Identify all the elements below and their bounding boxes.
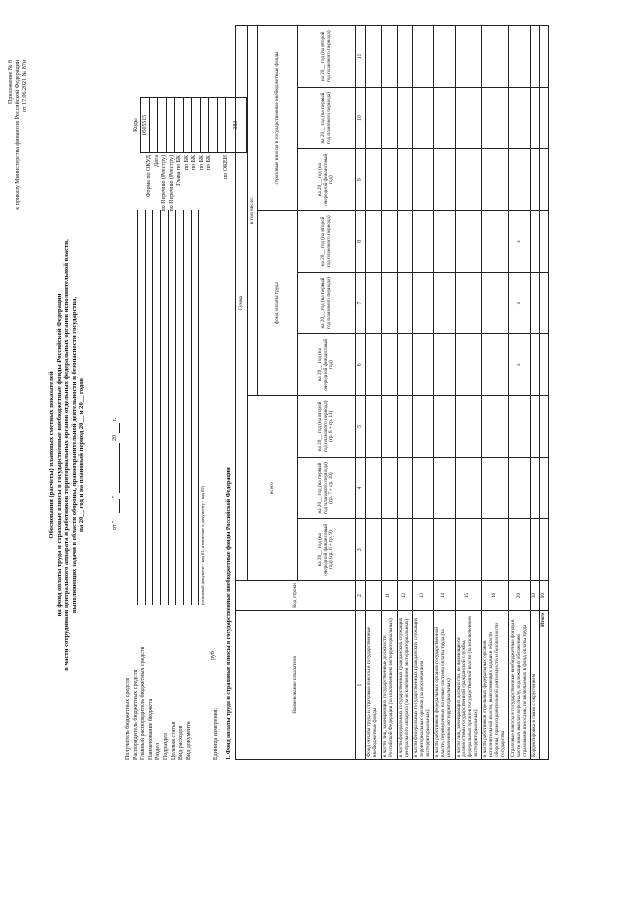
data-cell [365, 272, 381, 334]
data-cell [381, 334, 397, 396]
codes-label: Дата [153, 155, 160, 167]
data-cell [365, 87, 381, 149]
data-cell [381, 396, 397, 458]
header-label: Наименование бюджета [147, 698, 154, 760]
data-cell [455, 26, 482, 88]
data-cell [412, 519, 433, 581]
header-label: Подраздел [162, 733, 169, 760]
data-cell [365, 26, 381, 88]
data-cell [482, 334, 509, 396]
data-cell [540, 457, 549, 519]
appendix-line: от 17.06.2021 № 87н [21, 60, 28, 112]
data-cell [531, 272, 540, 334]
codes-header: Коды [133, 118, 139, 132]
code-cell [217, 98, 226, 153]
column-numbers-row [356, 26, 366, 760]
data-cell [433, 396, 455, 458]
row-name: в части лиц, замещающих государственные должности Российской Федерации (за исключением экстерриториальных) [381, 610, 397, 759]
data-cell [531, 396, 540, 458]
header-label: Вид расходов [178, 725, 185, 760]
column-number: 11 [356, 26, 366, 88]
fill-line [168, 210, 169, 605]
header-col-11: на 20__ год (на второй год планового периода) [298, 26, 356, 88]
header-col-7: на 20__ год (на первый год планового периода) [298, 272, 356, 334]
row-name: в части федеральных государственных гражданских служащих территориальных органов (за исключением экстерриториальных) [412, 610, 433, 759]
codes-label: Форма по ОКУД [146, 155, 152, 198]
row-code: 16 [482, 581, 509, 611]
main-table [235, 25, 549, 760]
data-cell [482, 457, 509, 519]
data-cell [365, 149, 381, 211]
data-cell [455, 211, 482, 273]
table-row [412, 26, 433, 760]
fill-line [183, 210, 184, 605]
header-label: Раздел [155, 743, 162, 760]
data-cell [540, 396, 549, 458]
data-cell [365, 519, 381, 581]
row-code: 30 [531, 581, 540, 611]
header-col-8: на 20__ год (на второй год планового периода) [298, 211, 356, 273]
row-code: 15 [455, 581, 482, 611]
row-name: Страховые взносы в государственные внебюджетные фонды в части иных выплат персоналу, подлежащих обложению страховыми взносами, не включаемых в фонд оплаты труда [509, 610, 531, 759]
data-cell [482, 87, 509, 149]
data-cell [397, 457, 412, 519]
date-year-blank [119, 423, 120, 433]
header-ins: страховые взносы в государственные внебюджетные фонды [258, 26, 298, 211]
okei-label: по ОКЕИ [223, 155, 229, 180]
row-code: 13 [412, 581, 433, 611]
data-cell [412, 272, 433, 334]
column-number: 9 [356, 149, 366, 211]
header-code: Код строки [236, 581, 356, 611]
data-cell [455, 519, 482, 581]
unit-label: Единица измерения: [213, 707, 219, 760]
column-number: 10 [356, 87, 366, 149]
data-cell [412, 457, 433, 519]
data-cell [397, 519, 412, 581]
data-cell [381, 519, 397, 581]
document-title [48, 145, 86, 765]
table-row [433, 26, 455, 760]
data-cell [433, 519, 455, 581]
fill-line [145, 210, 146, 605]
appendix-line: к приказу Министерства финансов Российской Федерации [14, 60, 21, 210]
fill-line [152, 210, 153, 605]
data-cell [397, 334, 412, 396]
data-cell [412, 87, 433, 149]
data-cell [509, 519, 531, 581]
table-row [531, 26, 540, 760]
data-cell [412, 396, 433, 458]
data-cell [531, 519, 540, 581]
fill-line [137, 210, 138, 605]
data-cell [381, 272, 397, 334]
data-cell [509, 87, 531, 149]
header-col-6: на 20__ год (на очередной финансовый год) [298, 334, 356, 396]
codes-label: по БК [206, 155, 212, 171]
row-code [365, 581, 381, 611]
header-total: всего [248, 396, 298, 581]
code-cell: 0505515 [141, 98, 150, 153]
code-cell [166, 98, 175, 153]
title-line: в части сотрудников центрального аппарата и работников территориальных органов отдельных федеральных органов исполнительной власти, [63, 239, 71, 671]
data-cell [531, 334, 540, 396]
data-cell [482, 396, 509, 458]
header-label: Получатель бюджетных средств [125, 677, 131, 760]
data-cell [433, 149, 455, 211]
code-cell [192, 98, 201, 153]
code-cell-okei: 383 [226, 98, 247, 153]
title-line: выполняющих задачи в области обороны, правоохранительной деятельности и безопасности государства, [70, 296, 78, 614]
codes-table [140, 97, 247, 153]
fill-line [160, 210, 161, 605]
row-name: Корректировка в связи с округлением [531, 610, 540, 759]
codes-label: по БК [183, 155, 190, 171]
data-cell [531, 457, 540, 519]
table-row [509, 26, 531, 760]
data-cell [365, 334, 381, 396]
table-row [365, 26, 381, 760]
data-cell [397, 26, 412, 88]
code-cell [209, 98, 218, 153]
data-cell [433, 87, 455, 149]
row-name: в части работников отдельных федеральных органов исполнительной власти, выполняющих задачи в области обороны, правоохранительной деятельности и безопасности государства [482, 610, 509, 759]
total-row [540, 26, 549, 760]
data-cell [433, 457, 455, 519]
data-cell [397, 87, 412, 149]
data-cell [540, 26, 549, 88]
data-cell [412, 334, 433, 396]
column-number: 4 [356, 457, 366, 519]
row-code: 12 [397, 581, 412, 611]
date-from-label: от " [112, 520, 118, 530]
data-cell: x [509, 211, 531, 273]
column-number: 7 [356, 272, 366, 334]
data-cell [509, 396, 531, 458]
title-line: на 20__ год и на плановый период 20__ и 20__ годов [78, 378, 86, 532]
row-code: 11 [381, 581, 397, 611]
data-cell [540, 149, 549, 211]
header-label: Распорядитель бюджетных средств [132, 669, 139, 760]
date-quote: " [112, 495, 118, 498]
data-cell [433, 211, 455, 273]
code-cell [183, 98, 192, 153]
codes-label: по БК [198, 155, 205, 171]
data-cell [455, 334, 482, 396]
header-col-10: на 20__ год (на первый год планового периода) [298, 87, 356, 149]
data-cell [365, 211, 381, 273]
data-cell: x [509, 272, 531, 334]
data-cell [531, 211, 540, 273]
code-cell [149, 98, 158, 153]
row-code: 14 [433, 581, 455, 611]
header-labels [125, 647, 193, 760]
table-row [482, 26, 509, 760]
data-cell [365, 396, 381, 458]
header-col-3: на 20__ год (на очередной финансовый год) (гр. 6 + гр. 9) [298, 519, 356, 581]
data-cell [433, 26, 455, 88]
code-cell [200, 98, 209, 153]
row-name: в части федеральных государственных гражданских служащих центрального аппарата (за исключением экстерриториальных) [397, 610, 412, 759]
header-label: Вид документа [185, 721, 192, 760]
codes-label: по БК [191, 155, 197, 171]
data-cell: x [509, 334, 531, 396]
data-cell [482, 26, 509, 88]
column-number: 5 [356, 396, 366, 458]
header-fot: фонд оплаты труда [258, 211, 298, 396]
data-cell [412, 149, 433, 211]
header-col-5: на 20__ год (на второй год планового периода) (гр. 8 + гр. 11) [298, 396, 356, 458]
date-day-blank [119, 499, 120, 513]
data-cell [540, 334, 549, 396]
data-cell [365, 457, 381, 519]
data-cell [397, 149, 412, 211]
column-number: 2 [356, 581, 366, 611]
table-row [381, 26, 397, 760]
header-including: в том числе: [248, 26, 258, 396]
data-cell [482, 149, 509, 211]
section-title: 1. Фонд оплаты труда и страховые взносы в государственные внебюджетные фонды Российской Федерации [226, 467, 232, 760]
table-row [397, 26, 412, 760]
fill-line [191, 210, 192, 605]
header-label: Целевая статья [170, 721, 177, 760]
codes-label: по Перечню (Реестру) [161, 155, 167, 212]
data-cell [412, 26, 433, 88]
data-cell [540, 272, 549, 334]
data-cell [482, 211, 509, 273]
header-col-4: на 20__ год (на первый год планового периода) (гр. 7 + гр. 10) [298, 457, 356, 519]
data-cell [397, 272, 412, 334]
data-cell [540, 87, 549, 149]
data-cell [540, 211, 549, 273]
fill-line [198, 210, 199, 605]
header-name: Наименование показателя [236, 610, 356, 759]
data-cell [455, 149, 482, 211]
column-number: 3 [356, 519, 366, 581]
data-cell [433, 272, 455, 334]
codes-label: по Перечню (Реестру) [168, 155, 175, 212]
title-line: Обоснования (расчеты) плановых сметных показателей [48, 371, 55, 539]
data-cell [381, 457, 397, 519]
data-cell [509, 26, 531, 88]
title-line: на фонд оплаты труда и страховые взносы в государственные внебюджетные фонды Российской Федерации [55, 293, 63, 617]
total-label: Итого [540, 610, 549, 759]
data-cell [381, 26, 397, 88]
codes-labels [146, 155, 214, 225]
data-cell [397, 396, 412, 458]
data-cell [531, 87, 540, 149]
column-number: 6 [356, 334, 366, 396]
data-cell [397, 211, 412, 273]
row-name: в части работников федеральных органов государственной власти, переведенных на новые системы оплаты труда (за исключением экстерриториальных) [433, 610, 455, 759]
data-cell [455, 272, 482, 334]
data-cell [482, 272, 509, 334]
data-cell [381, 87, 397, 149]
date-year-prefix: 20 [112, 435, 118, 441]
total-code: 90 [540, 581, 549, 611]
data-cell [531, 149, 540, 211]
data-cell [455, 457, 482, 519]
date-year-suffix: г. [112, 417, 118, 421]
unit-value: руб [210, 651, 216, 660]
data-cell [509, 457, 531, 519]
table-row [455, 26, 482, 760]
header-sum: Сумма [236, 26, 248, 581]
data-cell [381, 211, 397, 273]
appendix-line: Приложение № 8 [8, 60, 14, 104]
data-cell [509, 149, 531, 211]
table-body [365, 26, 540, 760]
column-number: 1 [356, 610, 366, 759]
data-cell [455, 87, 482, 149]
row-name: Фонд оплаты труда и страховые взносы в государственные внебюджетные фонды [365, 610, 381, 759]
code-cell [175, 98, 184, 153]
row-code: 20 [509, 581, 531, 611]
data-cell [531, 26, 540, 88]
column-number: 8 [356, 211, 366, 273]
fill-line [175, 210, 176, 605]
date-month-blank [119, 443, 120, 493]
appendix-block [8, 60, 29, 210]
data-cell [433, 334, 455, 396]
header-col-9: на 20__ год (на очередной финансовый год) [298, 149, 356, 211]
data-cell [381, 149, 397, 211]
doc-type-hint: (основной документ - код 01; изменение к документу - код 02) [200, 485, 205, 605]
data-cell [540, 519, 549, 581]
header-label: Главный распорядитель бюджетных средств [140, 646, 147, 760]
data-cell [455, 396, 482, 458]
data-cell [412, 211, 433, 273]
code-cell [158, 98, 167, 153]
codes-label: Глава по БК [176, 155, 182, 186]
row-name: в части лиц, замещающих должности, не являющиеся должностями государственной гражданской службы, федеральных органов государственной власти (за исключением экстерриториальных) [455, 610, 482, 759]
data-cell [482, 519, 509, 581]
